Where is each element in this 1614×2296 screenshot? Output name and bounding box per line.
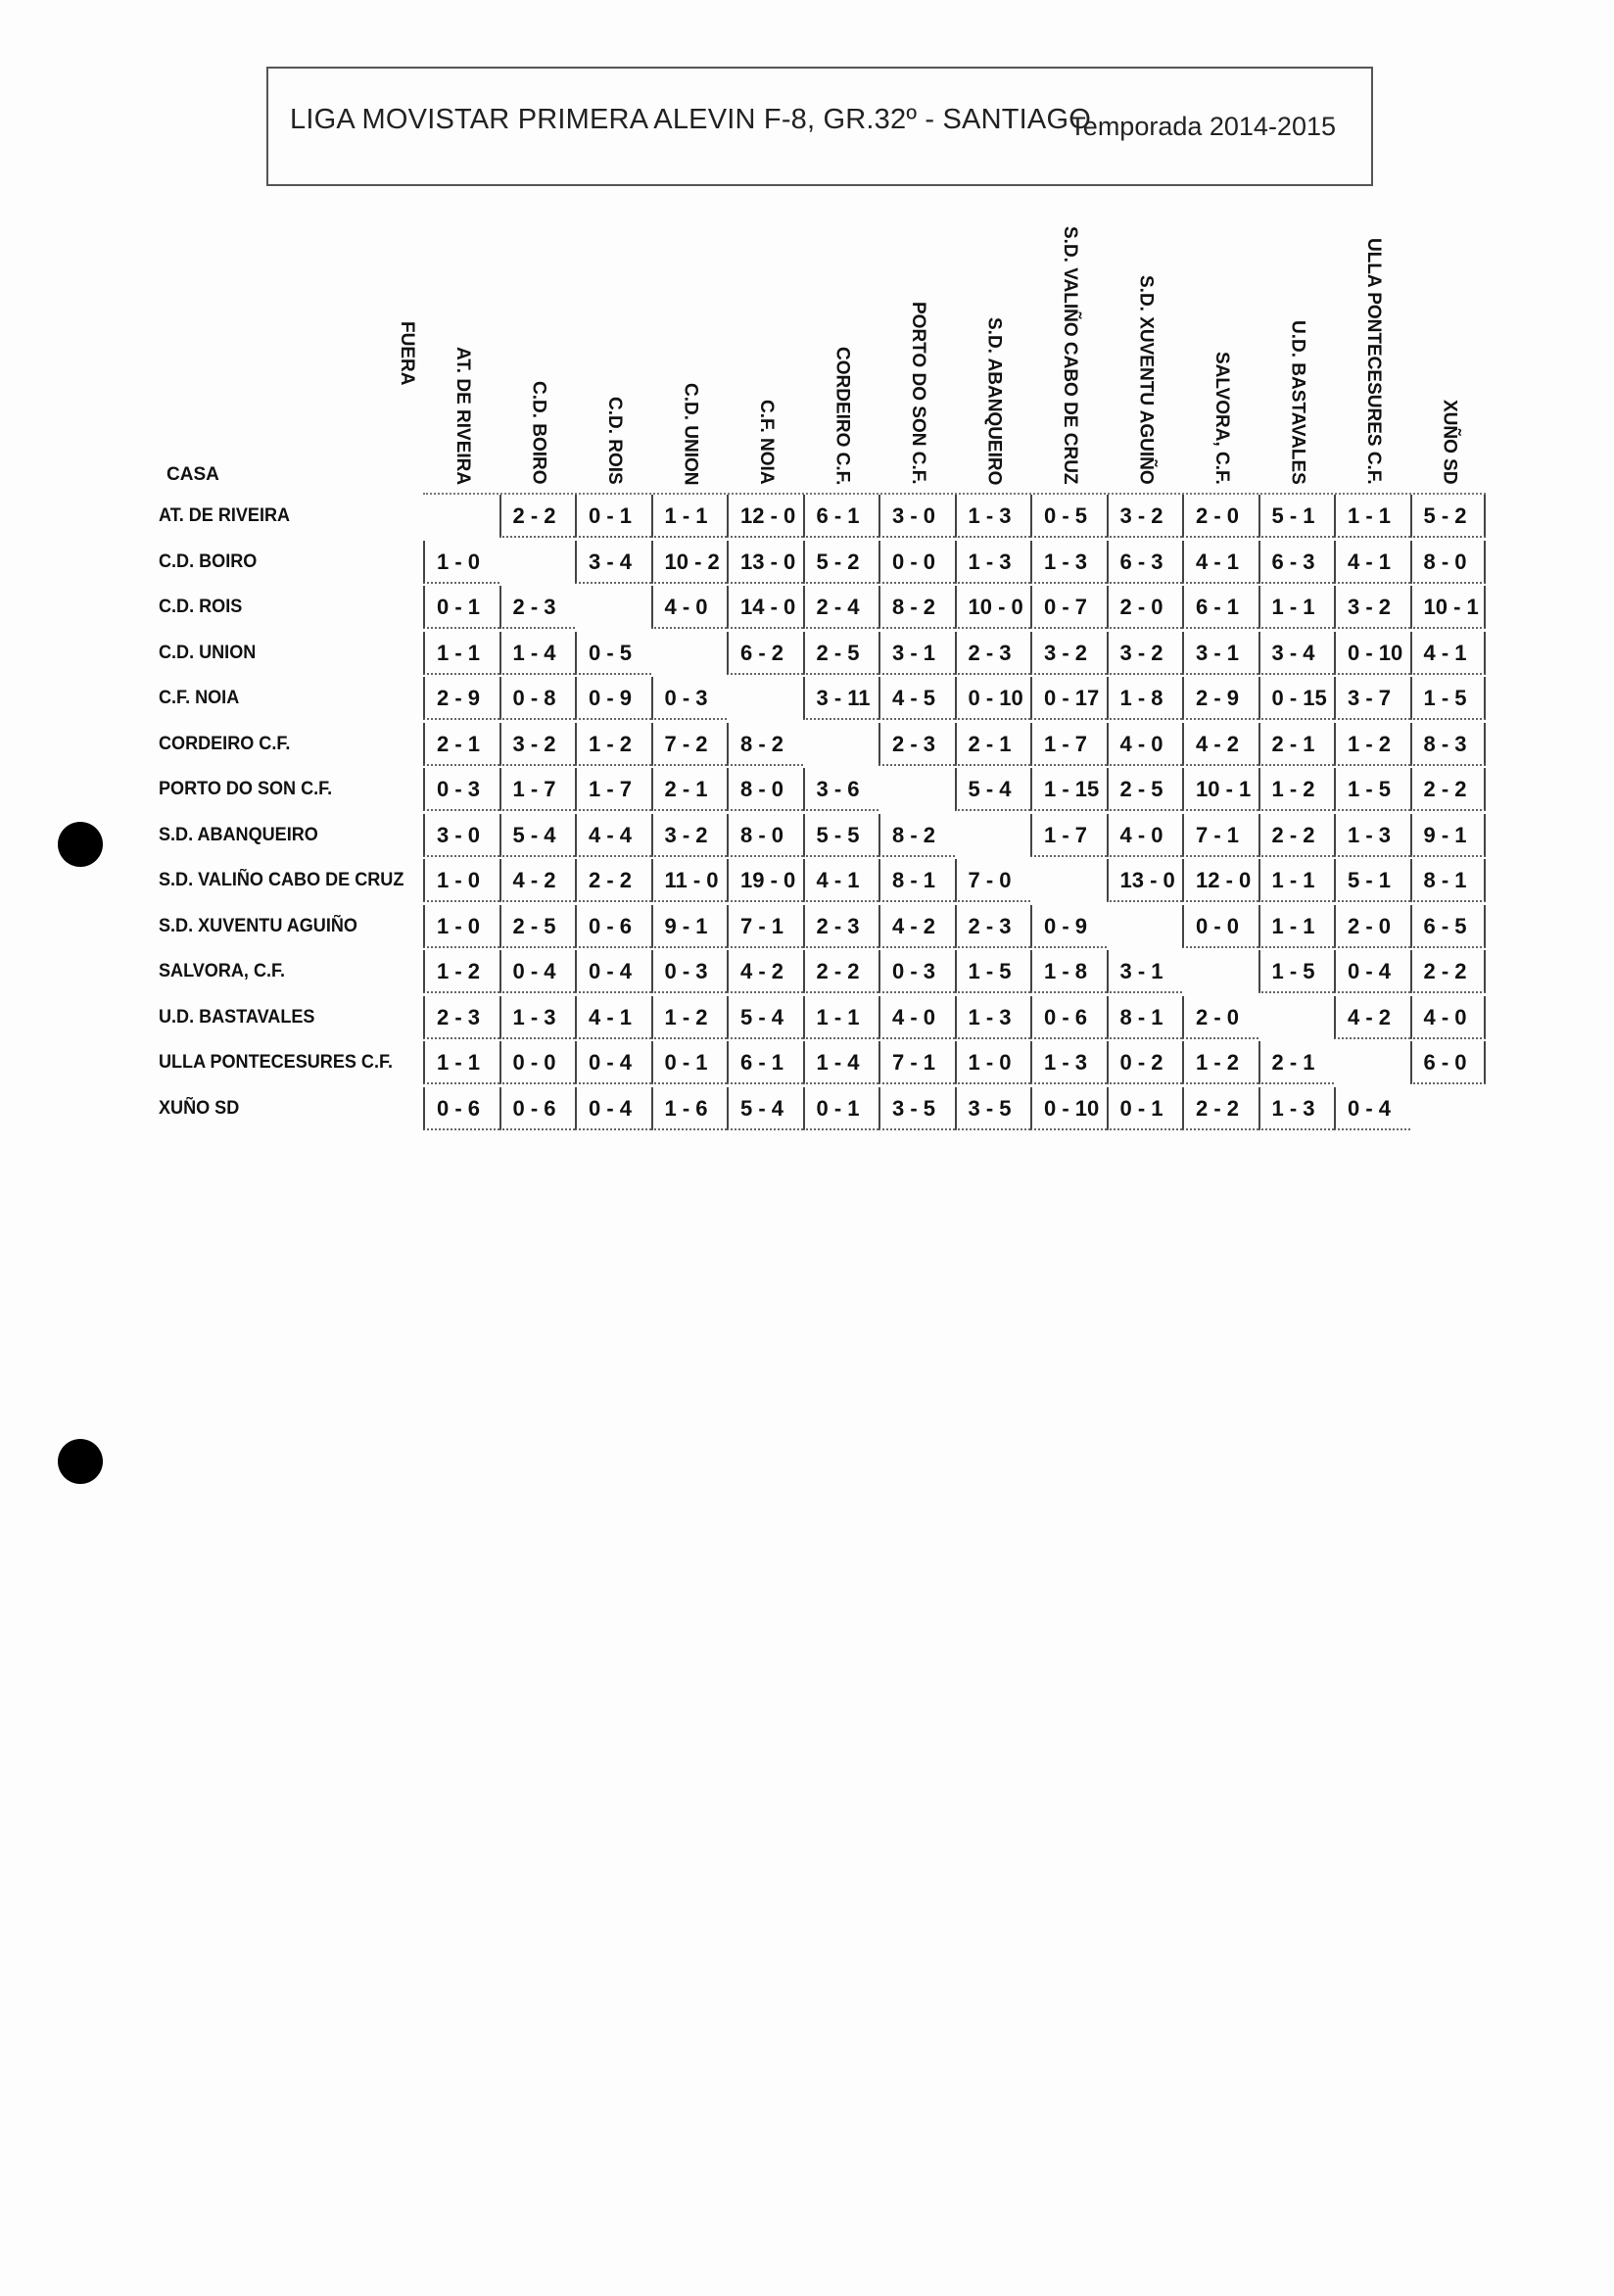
result-cell: 4 - 0 (1410, 996, 1487, 1039)
column-header: C.D. UNION (680, 382, 701, 485)
result-cell: 2 - 3 (955, 632, 1031, 675)
result-cell: 6 - 3 (1107, 541, 1183, 584)
result-cell: 0 - 4 (575, 1087, 651, 1130)
result-cell: 1 - 2 (651, 996, 728, 1039)
result-cell: 1 - 0 (423, 905, 499, 948)
result-cell: 0 - 4 (575, 950, 651, 993)
result-cell: 6 - 1 (727, 1041, 803, 1084)
result-cell: 8 - 0 (1410, 541, 1487, 584)
punch-hole (58, 822, 103, 867)
result-cell: 1 - 0 (955, 1041, 1031, 1084)
result-cell: 5 - 4 (727, 996, 803, 1039)
result-cell: 7 - 2 (651, 723, 728, 766)
result-cell: 7 - 0 (955, 859, 1031, 902)
result-cell: 5 - 2 (1410, 495, 1487, 538)
result-cell: 1 - 5 (955, 950, 1031, 993)
result-cell: 1 - 1 (1258, 586, 1335, 629)
result-cell: 2 - 1 (955, 723, 1031, 766)
result-cell: 2 - 5 (499, 905, 576, 948)
result-cell: 2 - 2 (1258, 814, 1335, 857)
column-header: SALVORA, C.F. (1210, 352, 1232, 485)
result-cell: 0 - 9 (1030, 905, 1107, 948)
result-cell: 0 - 3 (878, 950, 955, 993)
result-cell: 6 - 1 (803, 495, 879, 538)
result-cell: 1 - 3 (1030, 541, 1107, 584)
result-cell: 4 - 0 (1107, 814, 1183, 857)
title-box (266, 67, 1373, 186)
column-header: C.D. ROIS (603, 397, 625, 485)
result-cell: 8 - 0 (727, 768, 803, 811)
result-cell: 1 - 0 (423, 541, 499, 584)
result-cell: 4 - 2 (727, 950, 803, 993)
result-cell: 5 - 4 (499, 814, 576, 857)
result-cell: 5 - 5 (803, 814, 879, 857)
result-cell: 1 - 6 (651, 1087, 728, 1130)
result-cell: 2 - 2 (499, 495, 576, 538)
result-cell: 0 - 0 (499, 1041, 576, 1084)
result-cell: 0 - 10 (1334, 632, 1410, 675)
result-cell: 1 - 7 (1030, 814, 1107, 857)
result-cell: 10 - 2 (651, 541, 728, 584)
result-cell: 2 - 1 (1258, 723, 1335, 766)
result-cell: 6 - 3 (1258, 541, 1335, 584)
home-axis-label: CASA (166, 464, 219, 485)
column-header: C.F. NOIA (755, 400, 777, 485)
result-cell: 0 - 7 (1030, 586, 1107, 629)
result-cell: 0 - 0 (878, 541, 955, 584)
result-cell: 4 - 2 (1334, 996, 1410, 1039)
result-cell: 1 - 5 (1258, 950, 1335, 993)
result-cell: 2 - 0 (1182, 996, 1258, 1039)
result-cell: 2 - 0 (1334, 905, 1410, 948)
result-cell: 6 - 1 (1182, 586, 1258, 629)
result-cell: 4 - 2 (878, 905, 955, 948)
result-cell: 4 - 1 (1334, 541, 1410, 584)
away-axis-label: FUERA (397, 321, 417, 386)
result-cell: 1 - 2 (1182, 1041, 1258, 1084)
result-cell: 2 - 3 (955, 905, 1031, 948)
result-cell: 0 - 3 (651, 677, 728, 720)
result-cell: 4 - 1 (803, 859, 879, 902)
result-cell: 3 - 4 (575, 541, 651, 584)
result-cell: 14 - 0 (727, 586, 803, 629)
result-cell: 4 - 0 (1107, 723, 1183, 766)
result-cell: 6 - 0 (1410, 1041, 1487, 1084)
row-header: ULLA PONTECESURES C.F. (159, 1052, 394, 1073)
result-cell: 1 - 1 (1334, 495, 1410, 538)
column-header: S.D. VALIÑO CABO DE CRUZ (1059, 226, 1080, 485)
result-cell: 1 - 4 (499, 632, 576, 675)
result-cell: 4 - 2 (1182, 723, 1258, 766)
result-cell: 2 - 0 (1182, 495, 1258, 538)
result-cell: 1 - 8 (1107, 677, 1183, 720)
result-cell: 0 - 10 (1030, 1087, 1107, 1130)
result-cell: 0 - 3 (423, 768, 499, 811)
result-cell: 5 - 1 (1334, 859, 1410, 902)
result-cell: 0 - 5 (575, 632, 651, 675)
row-header: SALVORA, C.F. (159, 961, 286, 981)
result-cell: 1 - 4 (803, 1041, 879, 1084)
row-header: C.F. NOIA (159, 688, 240, 708)
result-cell: 2 - 2 (1410, 950, 1487, 993)
result-cell: 6 - 2 (727, 632, 803, 675)
result-cell: 9 - 1 (1410, 814, 1487, 857)
result-cell: 8 - 2 (878, 586, 955, 629)
result-cell: 0 - 4 (1334, 1087, 1410, 1130)
result-cell: 5 - 4 (955, 768, 1031, 811)
result-cell: 1 - 1 (1258, 859, 1335, 902)
result-cell: 3 - 11 (803, 677, 879, 720)
result-cell: 0 - 3 (651, 950, 728, 993)
result-cell: 2 - 2 (1410, 768, 1487, 811)
result-cell: 2 - 3 (878, 723, 955, 766)
column-header: XUÑO SD (1439, 400, 1460, 485)
result-cell: 8 - 2 (878, 814, 955, 857)
result-cell: 1 - 1 (803, 996, 879, 1039)
result-cell: 1 - 3 (1334, 814, 1410, 857)
row-header: C.D. UNION (159, 642, 257, 663)
result-cell: 4 - 0 (651, 586, 728, 629)
result-cell: 3 - 2 (1030, 632, 1107, 675)
result-cell: 0 - 6 (423, 1087, 499, 1130)
result-cell: 3 - 2 (651, 814, 728, 857)
result-cell: 2 - 2 (1182, 1087, 1258, 1130)
result-cell: 0 - 2 (1107, 1041, 1183, 1084)
result-cell: 3 - 5 (955, 1087, 1031, 1130)
row-header: S.D. XUVENTU AGUIÑO (159, 915, 357, 936)
row-header: XUÑO SD (159, 1097, 240, 1119)
result-cell: 4 - 2 (499, 859, 576, 902)
result-cell: 2 - 1 (423, 723, 499, 766)
result-cell: 3 - 7 (1334, 677, 1410, 720)
result-cell: 3 - 6 (803, 768, 879, 811)
result-cell: 0 - 1 (575, 495, 651, 538)
result-cell: 12 - 0 (1182, 859, 1258, 902)
result-cell: 1 - 1 (651, 495, 728, 538)
result-cell: 1 - 5 (1410, 677, 1487, 720)
result-cell: 2 - 3 (803, 905, 879, 948)
result-cell: 2 - 9 (423, 677, 499, 720)
row-header: C.D. ROIS (159, 597, 243, 617)
result-cell: 8 - 2 (727, 723, 803, 766)
result-cell: 12 - 0 (727, 495, 803, 538)
result-cell: 3 - 0 (423, 814, 499, 857)
result-cell: 0 - 15 (1258, 677, 1335, 720)
result-cell: 0 - 10 (955, 677, 1031, 720)
result-cell: 1 - 1 (1258, 905, 1335, 948)
result-cell: 3 - 2 (499, 723, 576, 766)
result-cell: 1 - 2 (1334, 723, 1410, 766)
result-cell: 4 - 1 (1182, 541, 1258, 584)
result-cell: 2 - 3 (423, 996, 499, 1039)
result-cell: 0 - 9 (575, 677, 651, 720)
result-cell: 1 - 3 (955, 495, 1031, 538)
result-cell: 10 - 1 (1410, 586, 1487, 629)
result-cell: 1 - 3 (499, 996, 576, 1039)
result-cell: 1 - 7 (575, 768, 651, 811)
result-cell: 7 - 1 (1182, 814, 1258, 857)
result-cell: 0 - 0 (1182, 905, 1258, 948)
result-cell: 1 - 3 (955, 996, 1031, 1039)
result-cell: 3 - 2 (1334, 586, 1410, 629)
result-cell: 4 - 1 (575, 996, 651, 1039)
row-header: AT. DE RIVEIRA (159, 505, 291, 526)
result-cell: 0 - 1 (1107, 1087, 1183, 1130)
result-cell: 8 - 1 (1410, 859, 1487, 902)
result-cell: 0 - 4 (1334, 950, 1410, 993)
row-header: S.D. ABANQUEIRO (159, 824, 318, 845)
column-header: CORDEIRO C.F. (831, 346, 853, 485)
result-cell: 4 - 0 (878, 996, 955, 1039)
column-header: U.D. BASTAVALES (1287, 320, 1308, 485)
result-cell: 3 - 1 (1182, 632, 1258, 675)
result-cell: 7 - 1 (727, 905, 803, 948)
result-cell: 7 - 1 (878, 1041, 955, 1084)
result-cell: 1 - 2 (1258, 768, 1335, 811)
result-cell: 3 - 5 (878, 1087, 955, 1130)
result-cell: 8 - 1 (878, 859, 955, 902)
result-cell: 2 - 5 (1107, 768, 1183, 811)
result-cell: 1 - 2 (423, 950, 499, 993)
result-cell: 2 - 9 (1182, 677, 1258, 720)
result-cell: 1 - 8 (1030, 950, 1107, 993)
result-cell: 1 - 3 (1258, 1087, 1335, 1130)
row-header: S.D. VALIÑO CABO DE CRUZ (159, 870, 404, 890)
column-header: S.D. ABANQUEIRO (983, 316, 1005, 485)
result-cell: 1 - 1 (423, 1041, 499, 1084)
result-cell: 2 - 4 (803, 586, 879, 629)
result-cell: 6 - 5 (1410, 905, 1487, 948)
result-cell: 1 - 5 (1334, 768, 1410, 811)
result-cell: 0 - 8 (499, 677, 576, 720)
result-cell: 3 - 0 (878, 495, 955, 538)
result-cell: 0 - 5 (1030, 495, 1107, 538)
result-cell: 2 - 3 (499, 586, 576, 629)
result-cell: 8 - 3 (1410, 723, 1487, 766)
result-cell: 2 - 0 (1107, 586, 1183, 629)
result-cell: 3 - 1 (878, 632, 955, 675)
result-cell: 8 - 0 (727, 814, 803, 857)
league-title: LIGA MOVISTAR PRIMERA ALEVIN F-8, GR.32º - SANTIAGO (290, 104, 1091, 135)
result-cell: 2 - 5 (803, 632, 879, 675)
result-cell: 1 - 2 (575, 723, 651, 766)
column-header: C.D. BOIRO (528, 381, 549, 485)
result-cell: 0 - 1 (423, 586, 499, 629)
result-cell: 13 - 0 (727, 541, 803, 584)
column-header: S.D. XUVENTU AGUIÑO (1135, 275, 1157, 485)
result-cell: 11 - 0 (651, 859, 728, 902)
result-cell: 0 - 1 (803, 1087, 879, 1130)
result-cell: 10 - 0 (955, 586, 1031, 629)
column-header: ULLA PONTECESURES C.F. (1362, 238, 1384, 485)
column-header: AT. DE RIVEIRA (451, 346, 473, 485)
row-header: CORDEIRO C.F. (159, 733, 291, 754)
result-cell: 1 - 3 (955, 541, 1031, 584)
result-cell: 2 - 2 (575, 859, 651, 902)
result-cell: 0 - 17 (1030, 677, 1107, 720)
punch-hole (58, 1439, 103, 1484)
result-cell: 3 - 1 (1107, 950, 1183, 993)
result-cell: 0 - 6 (499, 1087, 576, 1130)
result-cell: 10 - 1 (1182, 768, 1258, 811)
result-cell: 19 - 0 (727, 859, 803, 902)
result-cell: 1 - 15 (1030, 768, 1107, 811)
result-cell: 5 - 4 (727, 1087, 803, 1130)
result-cell: 2 - 1 (1258, 1041, 1335, 1084)
row-header: U.D. BASTAVALES (159, 1006, 315, 1028)
result-cell: 0 - 6 (1030, 996, 1107, 1039)
row-header: PORTO DO SON C.F. (159, 779, 333, 799)
result-cell: 3 - 2 (1107, 495, 1183, 538)
result-cell: 1 - 1 (423, 632, 499, 675)
row-header: C.D. BOIRO (159, 550, 258, 572)
result-cell: 5 - 1 (1258, 495, 1335, 538)
result-cell: 4 - 4 (575, 814, 651, 857)
result-cell: 2 - 2 (803, 950, 879, 993)
result-cell: 3 - 2 (1107, 632, 1183, 675)
season-label: Temporada 2014-2015 (1069, 112, 1336, 141)
result-cell: 1 - 7 (1030, 723, 1107, 766)
result-cell: 4 - 1 (1410, 632, 1487, 675)
result-cell: 1 - 0 (423, 859, 499, 902)
result-cell: 13 - 0 (1107, 859, 1183, 902)
result-cell: 3 - 4 (1258, 632, 1335, 675)
result-cell: 1 - 3 (1030, 1041, 1107, 1084)
column-header: PORTO DO SON C.F. (907, 302, 928, 485)
result-cell: 0 - 4 (575, 1041, 651, 1084)
result-cell: 2 - 1 (651, 768, 728, 811)
result-cell: 0 - 1 (651, 1041, 728, 1084)
result-cell: 5 - 2 (803, 541, 879, 584)
result-cell: 0 - 4 (499, 950, 576, 993)
result-cell: 0 - 6 (575, 905, 651, 948)
result-cell: 9 - 1 (651, 905, 728, 948)
result-cell: 4 - 5 (878, 677, 955, 720)
result-cell: 1 - 7 (499, 768, 576, 811)
result-cell: 8 - 1 (1107, 996, 1183, 1039)
